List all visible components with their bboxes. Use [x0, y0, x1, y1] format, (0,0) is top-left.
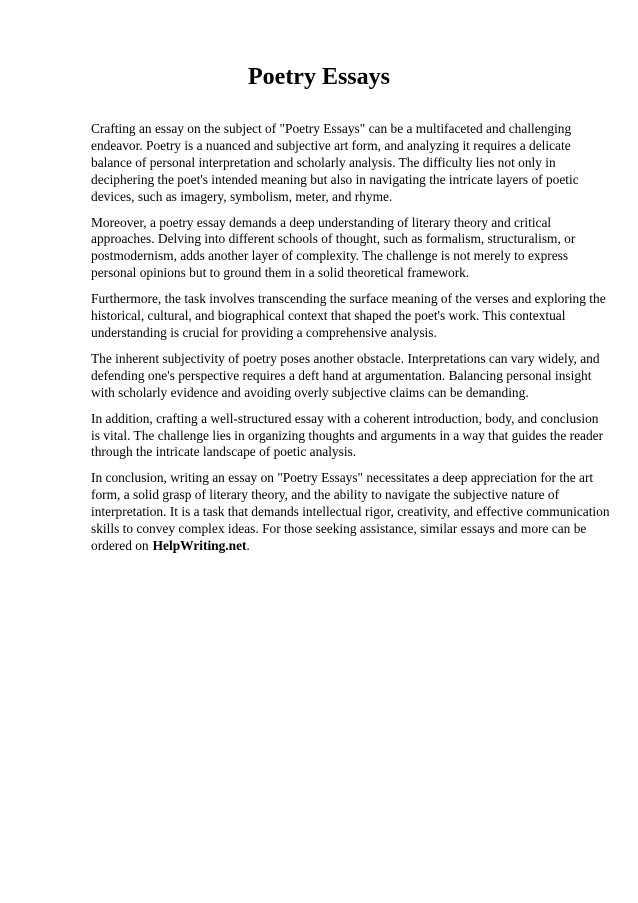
paragraph-line: In conclusion, writing an essay on "Poetry Essays" necessitates a deep appreciation for the art — [91, 470, 594, 486]
paragraph-2 — [91, 215, 598, 283]
paragraph-line: form, a solid grasp of literary theory, and the ability to navigate the subjective nature of — [91, 487, 560, 503]
document-body — [91, 121, 610, 564]
paragraph-1 — [91, 121, 598, 206]
paragraph-line: interpretation. It is a task that demands intellectual rigor, creativity, and effective communication — [91, 504, 610, 520]
paragraph-4 — [91, 351, 598, 402]
final-line-suffix: . — [246, 537, 250, 553]
paragraph-line: is vital. The challenge lies in organizing thoughts and arguments in a way that guides the reader — [91, 427, 604, 443]
helpwriting-link[interactable]: HelpWriting.net — [152, 537, 247, 553]
paragraph-6 — [91, 470, 610, 555]
final-line-prefix: ordered on — [91, 537, 149, 553]
paragraph-3 — [91, 291, 606, 342]
paragraph-line: Crafting an essay on the subject of "Poetry Essays" can be a multifaceted and challenging — [91, 121, 572, 136]
paragraph-line: endeavor. Poetry is a nuanced and subjective art form, and analyzing it requires a delicate — [91, 137, 571, 153]
paragraph-line: postmodernism, adds another layer of complexity. The challenge is not merely to express — [91, 248, 569, 264]
paragraph-line: The inherent subjectivity of poetry poses another obstacle. Interpretations can vary widely, and — [91, 350, 600, 366]
paragraph-line: defending one's perspective requires a deft hand at argumentation. Balancing personal insight — [91, 367, 592, 383]
paragraph-line: approaches. Delving into different schools of thought, such as formalism, structuralism, or — [91, 231, 576, 247]
paragraph-line: with scholarly evidence and avoiding overly subjective claims can be demanding. — [91, 384, 529, 400]
paragraph-line: historical, cultural, and biographical context that shaped the poet's work. This contextual — [91, 308, 566, 324]
paragraph-line: balance of personal interpretation and scholarly analysis. The difficulty lies not only in — [91, 154, 556, 170]
paragraph-line: Moreover, a poetry essay demands a deep understanding of literary theory and critical — [91, 214, 552, 230]
document-title: Poetry Essays — [248, 64, 390, 90]
paragraph-line: deciphering the poet's intended meaning but also in navigating the intricate layers of poetic — [91, 171, 579, 187]
paragraph-final-line — [91, 538, 598, 555]
paragraph-line: skills to convey complex ideas. For those seeking assistance, similar essays and more can be — [91, 521, 587, 537]
paragraph-line: personal opinions but to ground them in a solid theoretical framework. — [91, 265, 470, 281]
paragraph-line: understanding is crucial for providing a comprehensive analysis. — [91, 324, 437, 340]
paragraph-line: In addition, crafting a well-structured essay with a coherent introduction, body, and conclusion — [91, 410, 599, 426]
paragraph-line: devices, such as imagery, symbolism, meter, and rhyme. — [91, 188, 393, 204]
paragraph-line: through the intricate landscape of poetic analysis. — [91, 444, 357, 460]
paragraph-5 — [91, 410, 604, 462]
paragraph-line: Furthermore, the task involves transcending the surface meaning of the verses and exploring the — [91, 291, 606, 307]
